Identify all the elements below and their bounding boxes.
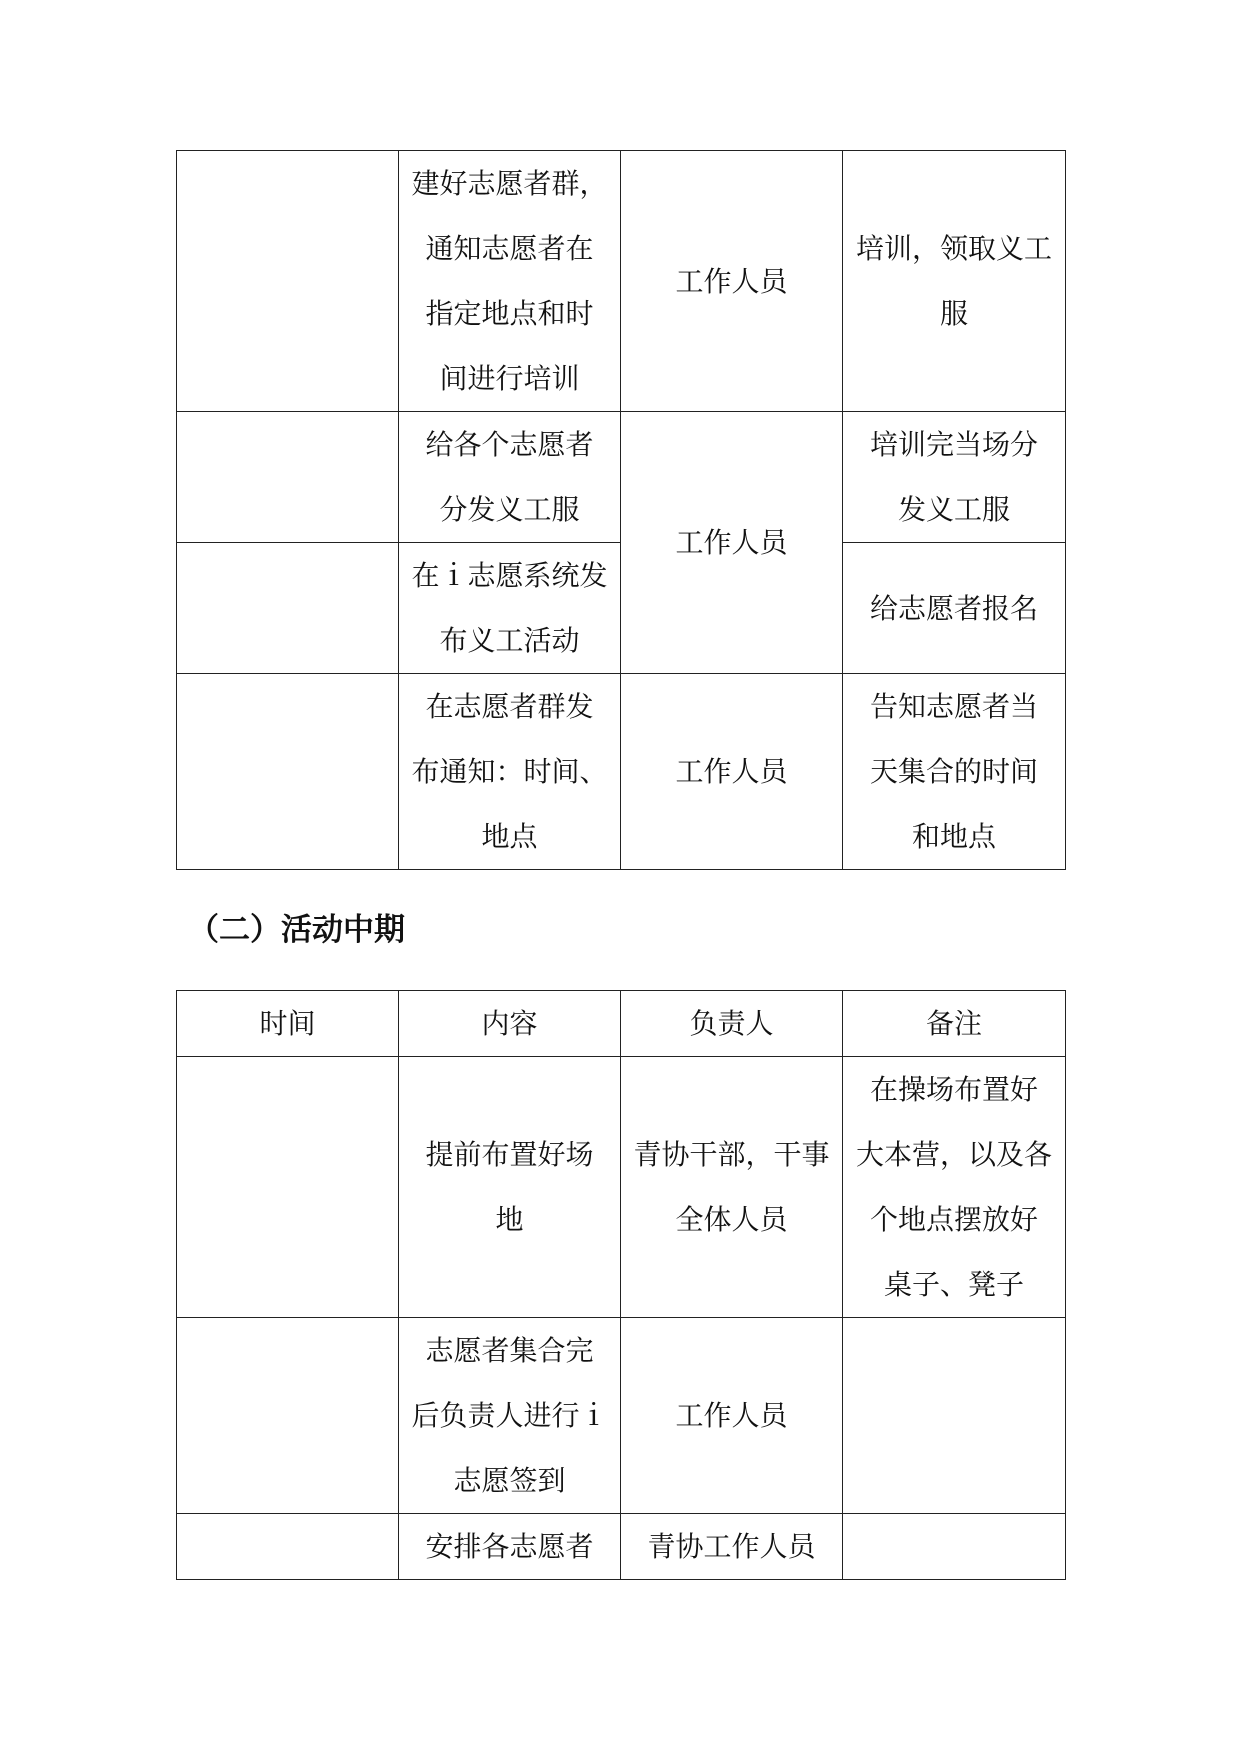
column-header-person: 负责人 [621, 991, 843, 1057]
time-cell [177, 674, 399, 870]
note-cell [843, 1318, 1066, 1514]
table-row [177, 1318, 1066, 1514]
table-row [177, 412, 1066, 543]
note-cell [843, 1514, 1066, 1580]
person-cell: 工作人员 [621, 151, 843, 412]
time-cell [177, 151, 399, 412]
table-row [177, 674, 1066, 870]
table-row [177, 151, 1066, 412]
note-cell: 培训，领取义工 服 [843, 151, 1066, 412]
person-cell: 工作人员 [621, 674, 843, 870]
person-cell: 工作人员 [621, 1318, 843, 1514]
content-cell: 在ｉ志愿系统发 布义工活动 [399, 543, 621, 674]
table-row [177, 1057, 1066, 1318]
prep-schedule-table [176, 150, 1066, 870]
person-cell: 工作人员 [621, 412, 843, 674]
content-cell: 安排各志愿者 [399, 1514, 621, 1580]
time-cell [177, 1057, 399, 1318]
content-cell: 提前布置好场 地 [399, 1057, 621, 1318]
time-cell [177, 543, 399, 674]
section-heading: （二）活动中期 [188, 912, 405, 948]
person-cell: 青协干部，干事 全体人员 [621, 1057, 843, 1318]
table-header-row [177, 991, 1066, 1057]
content-cell: 给各个志愿者 分发义工服 [399, 412, 621, 543]
note-cell: 告知志愿者当 天集合的时间 和地点 [843, 674, 1066, 870]
time-cell [177, 1318, 399, 1514]
time-cell [177, 1514, 399, 1580]
person-cell: 青协工作人员 [621, 1514, 843, 1580]
column-header-note: 备注 [843, 991, 1066, 1057]
content-cell: 志愿者集合完 后负责人进行ｉ 志愿签到 [399, 1318, 621, 1514]
table-row [177, 1514, 1066, 1580]
time-cell [177, 412, 399, 543]
column-header-time: 时间 [177, 991, 399, 1057]
note-cell: 在操场布置好 大本营，以及各 个地点摆放好 桌子、凳子 [843, 1057, 1066, 1318]
content-cell: 建好志愿者群， 通知志愿者在 指定地点和时 间进行培训 [399, 151, 621, 412]
column-header-content: 内容 [399, 991, 621, 1057]
content-cell: 在志愿者群发 布通知：时间、 地点 [399, 674, 621, 870]
note-cell: 给志愿者报名 [843, 543, 1066, 674]
note-cell: 培训完当场分 发义工服 [843, 412, 1066, 543]
mid-activity-table [176, 990, 1066, 1580]
